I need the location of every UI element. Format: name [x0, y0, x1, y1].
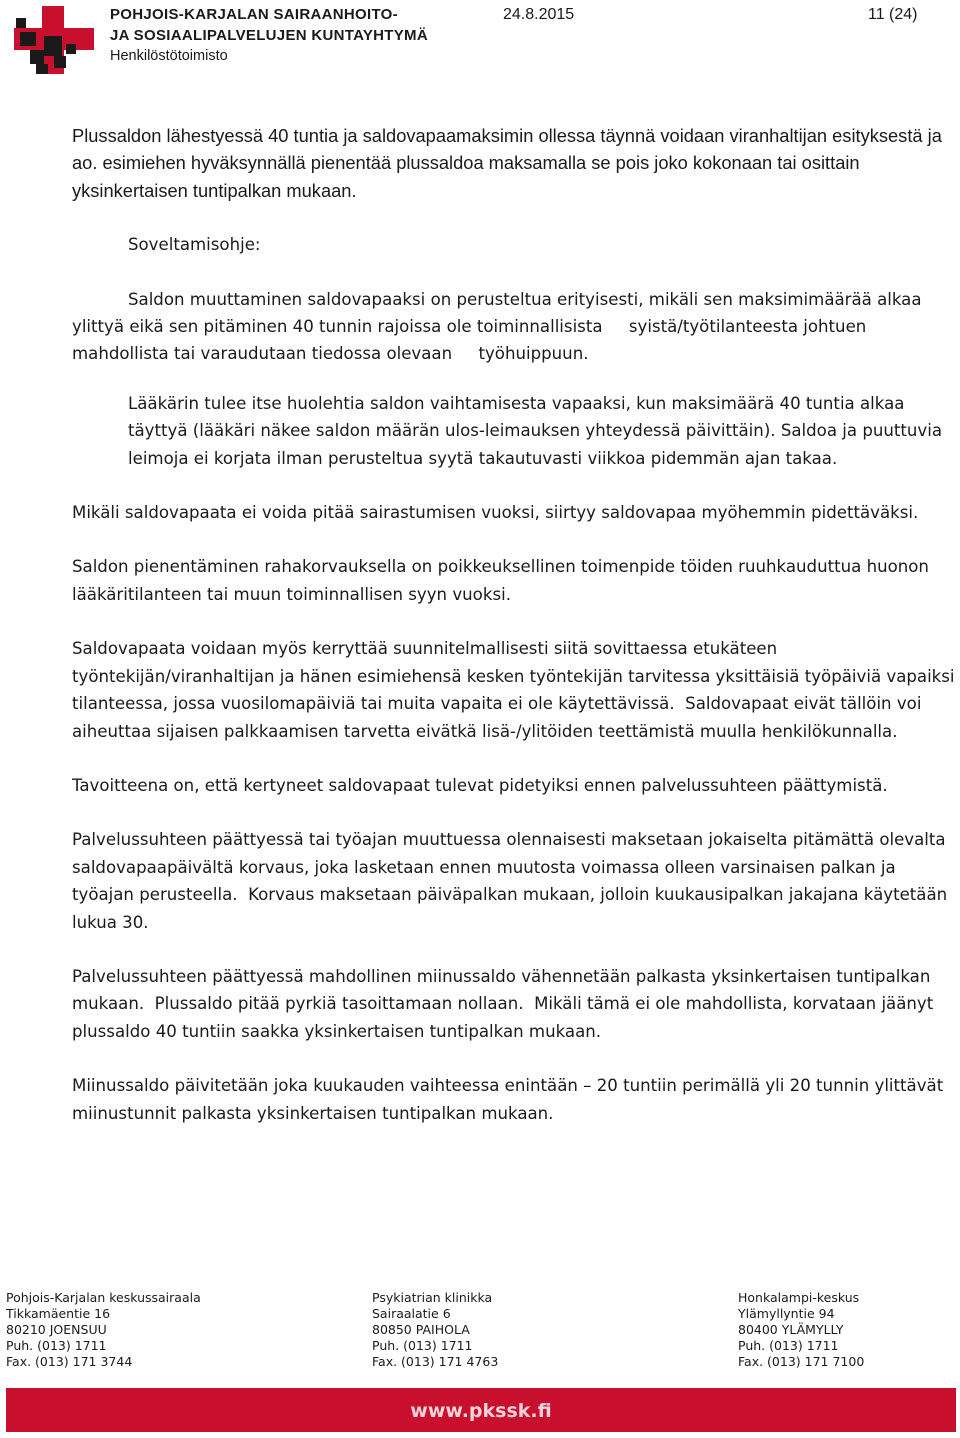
footer-website-bar	[6, 1388, 956, 1432]
paragraph-sairastuminen: Mikäli saldovapaata ei voida pitää sairastumisen vuoksi, siirtyy saldovapaa myöhemmin pidettäväksi.	[72, 503, 919, 523]
footer-line: Fax. (013) 171 3744	[6, 1354, 133, 1369]
paragraph-laakari: Lääkärin tulee itse huolehtia saldon vaihtamisesta vapaaksi, kun maksimäärä 40 tuntia alkaa täyttyä (lääkäri näkee saldon määrän ulos-leimauksen yhteydessä päivittäin). Saldoa ja puuttuvia leimoja ei korjata ilman perusteltua syytä takautuvasti viikkoa pidemmän ajan takaa.	[128, 393, 943, 468]
footer-line: Puh. (013) 1711	[372, 1338, 473, 1353]
footer-line: Pohjois-Karjalan keskussairaala	[6, 1290, 201, 1305]
paragraph-paivitys: Miinussaldo päivitetään joka kuukauden vaihteessa enintään – 20 tuntiin perimällä yli 20 tunnin ylittävät miinustunnit palkasta yksinkertaisen tuntipalkan mukaan.	[72, 1076, 944, 1123]
organization-name	[110, 4, 428, 67]
paragraph-rahakorvaus: Saldon pienentäminen rahakorvauksella on poikkeuksellinen toimenpide töiden ruuhkauduttua huonon lääkäritilanteen tai muun toiminnallisen syyn vuoksi.	[72, 557, 929, 604]
organization-logo-icon	[14, 6, 94, 74]
footer-line: Puh. (013) 1711	[738, 1338, 839, 1353]
footer-line: Honkalampi-keskus	[738, 1290, 860, 1305]
website-link[interactable]: www.pkssk.fi	[410, 1400, 552, 1422]
footer-line: 80400 YLÄMYLLY	[738, 1322, 844, 1337]
page-footer	[6, 1290, 954, 1370]
footer-line: Fax. (013) 171 7100	[738, 1354, 865, 1369]
paragraph-plussaldo: Plussaldon lähestyessä 40 tuntia ja saldovapaamaksimin ollessa täynnä voidaan viranhaltijan esityksestä ja ao. esimiehen hyväksynnällä pienentää plussaldoa maksamalla se pois joko kokonaan tai osittain yksinkertaisen tuntipalkan mukaan.	[72, 125, 942, 201]
page-header	[0, 0, 960, 80]
paragraph-tavoite: Tavoitteena on, että kertyneet saldovapaat tulevat pidetyiksi ennen palvelussuhteen päättymistä.	[72, 775, 888, 795]
footer-line: Tikkamäentie 16	[6, 1306, 111, 1321]
footer-address-keskussairaala	[6, 1290, 201, 1370]
footer-line: Ylämyllyntie 94	[738, 1306, 835, 1321]
paragraph-saldon-muuttaminen: Saldon muuttaminen saldovapaaksi on perusteltua erityisesti, mikäli sen maksimimäärää alkaa ylittyä eikä sen pitäminen 40 tunnin rajoissa ole toiminnallisista syistä/työtilanteesta johtuen mahdollista tai varaudutaan tiedossa olevaan työhuippuun.	[72, 289, 927, 364]
paragraph-paattyessa-korvaus: Palvelussuhteen päättyessä tai työajan muuttuessa olennaisesti maksetaan jokaiselta pitämättä olevalta saldovapaapäivältä korvaus, joka lasketaan ennen muutosta voimassa olleen varsinaisen palkan ja työajan perusteella. Korvaus maksetaan päiväpalkan mukaan, jolloin kuukausipalkan jakajana käytetään lukua 30.	[72, 830, 953, 932]
guide-title: Soveltamisohje:	[128, 235, 261, 255]
footer-line: Psykiatrian klinikka	[372, 1290, 493, 1305]
page-number: 11 (24)	[868, 6, 918, 23]
footer-line: Puh. (013) 1711	[6, 1338, 107, 1353]
org-name-line1: POHJOIS-KARJALAN SAIRAANHOITO-	[110, 6, 398, 23]
footer-address-honkalampi	[738, 1290, 864, 1370]
paragraph-miinussaldo: Palvelussuhteen päättyessä mahdollinen miinussaldo vähennetään palkasta yksinkertaisen tuntipalkan mukaan. Plussaldo pitää pyrkiä tasoittamaan nollaan. Mikäli tämä ei ole mahdollista, korvataan jäänyt plussaldo 40 tuntiin saakka yksinkertaisen tuntipalkan mukaan.	[72, 966, 939, 1041]
org-name-line2: JA SOSIAALIPALVELUJEN KUNTAYHTYMÄ	[110, 27, 428, 44]
footer-line: Fax. (013) 171 4763	[372, 1354, 499, 1369]
footer-address-psykiatria	[372, 1290, 498, 1370]
document-body	[72, 122, 958, 1127]
paragraph-kerryttaminen: Saldovapaata voidaan myös kerryttää suunnitelmallisesti siitä sovittaessa etukäteen työntekijän/viranhaltijan ja hänen esimiehensä kesken työntekijän tarvitessa yksittäisiä työpäiviä vapaiksi tilanteessa, jossa vuosilomapäiviä tai muita vapaita ei ole käytettävissä. Saldovapaat eivät tällöin voi aiheuttaa sijaisen palkkaamisen tarvetta eivätkä lisä-/ylitöiden teettämistä muulla henkilökunnalla.	[72, 639, 960, 741]
footer-line: 80210 JOENSUU	[6, 1322, 107, 1337]
footer-line: Sairaalatie 6	[372, 1306, 451, 1321]
document-date: 24.8.2015	[503, 6, 575, 23]
department-name: Henkilöstötoimisto	[110, 48, 228, 64]
footer-line: 80850 PAIHOLA	[372, 1322, 470, 1337]
